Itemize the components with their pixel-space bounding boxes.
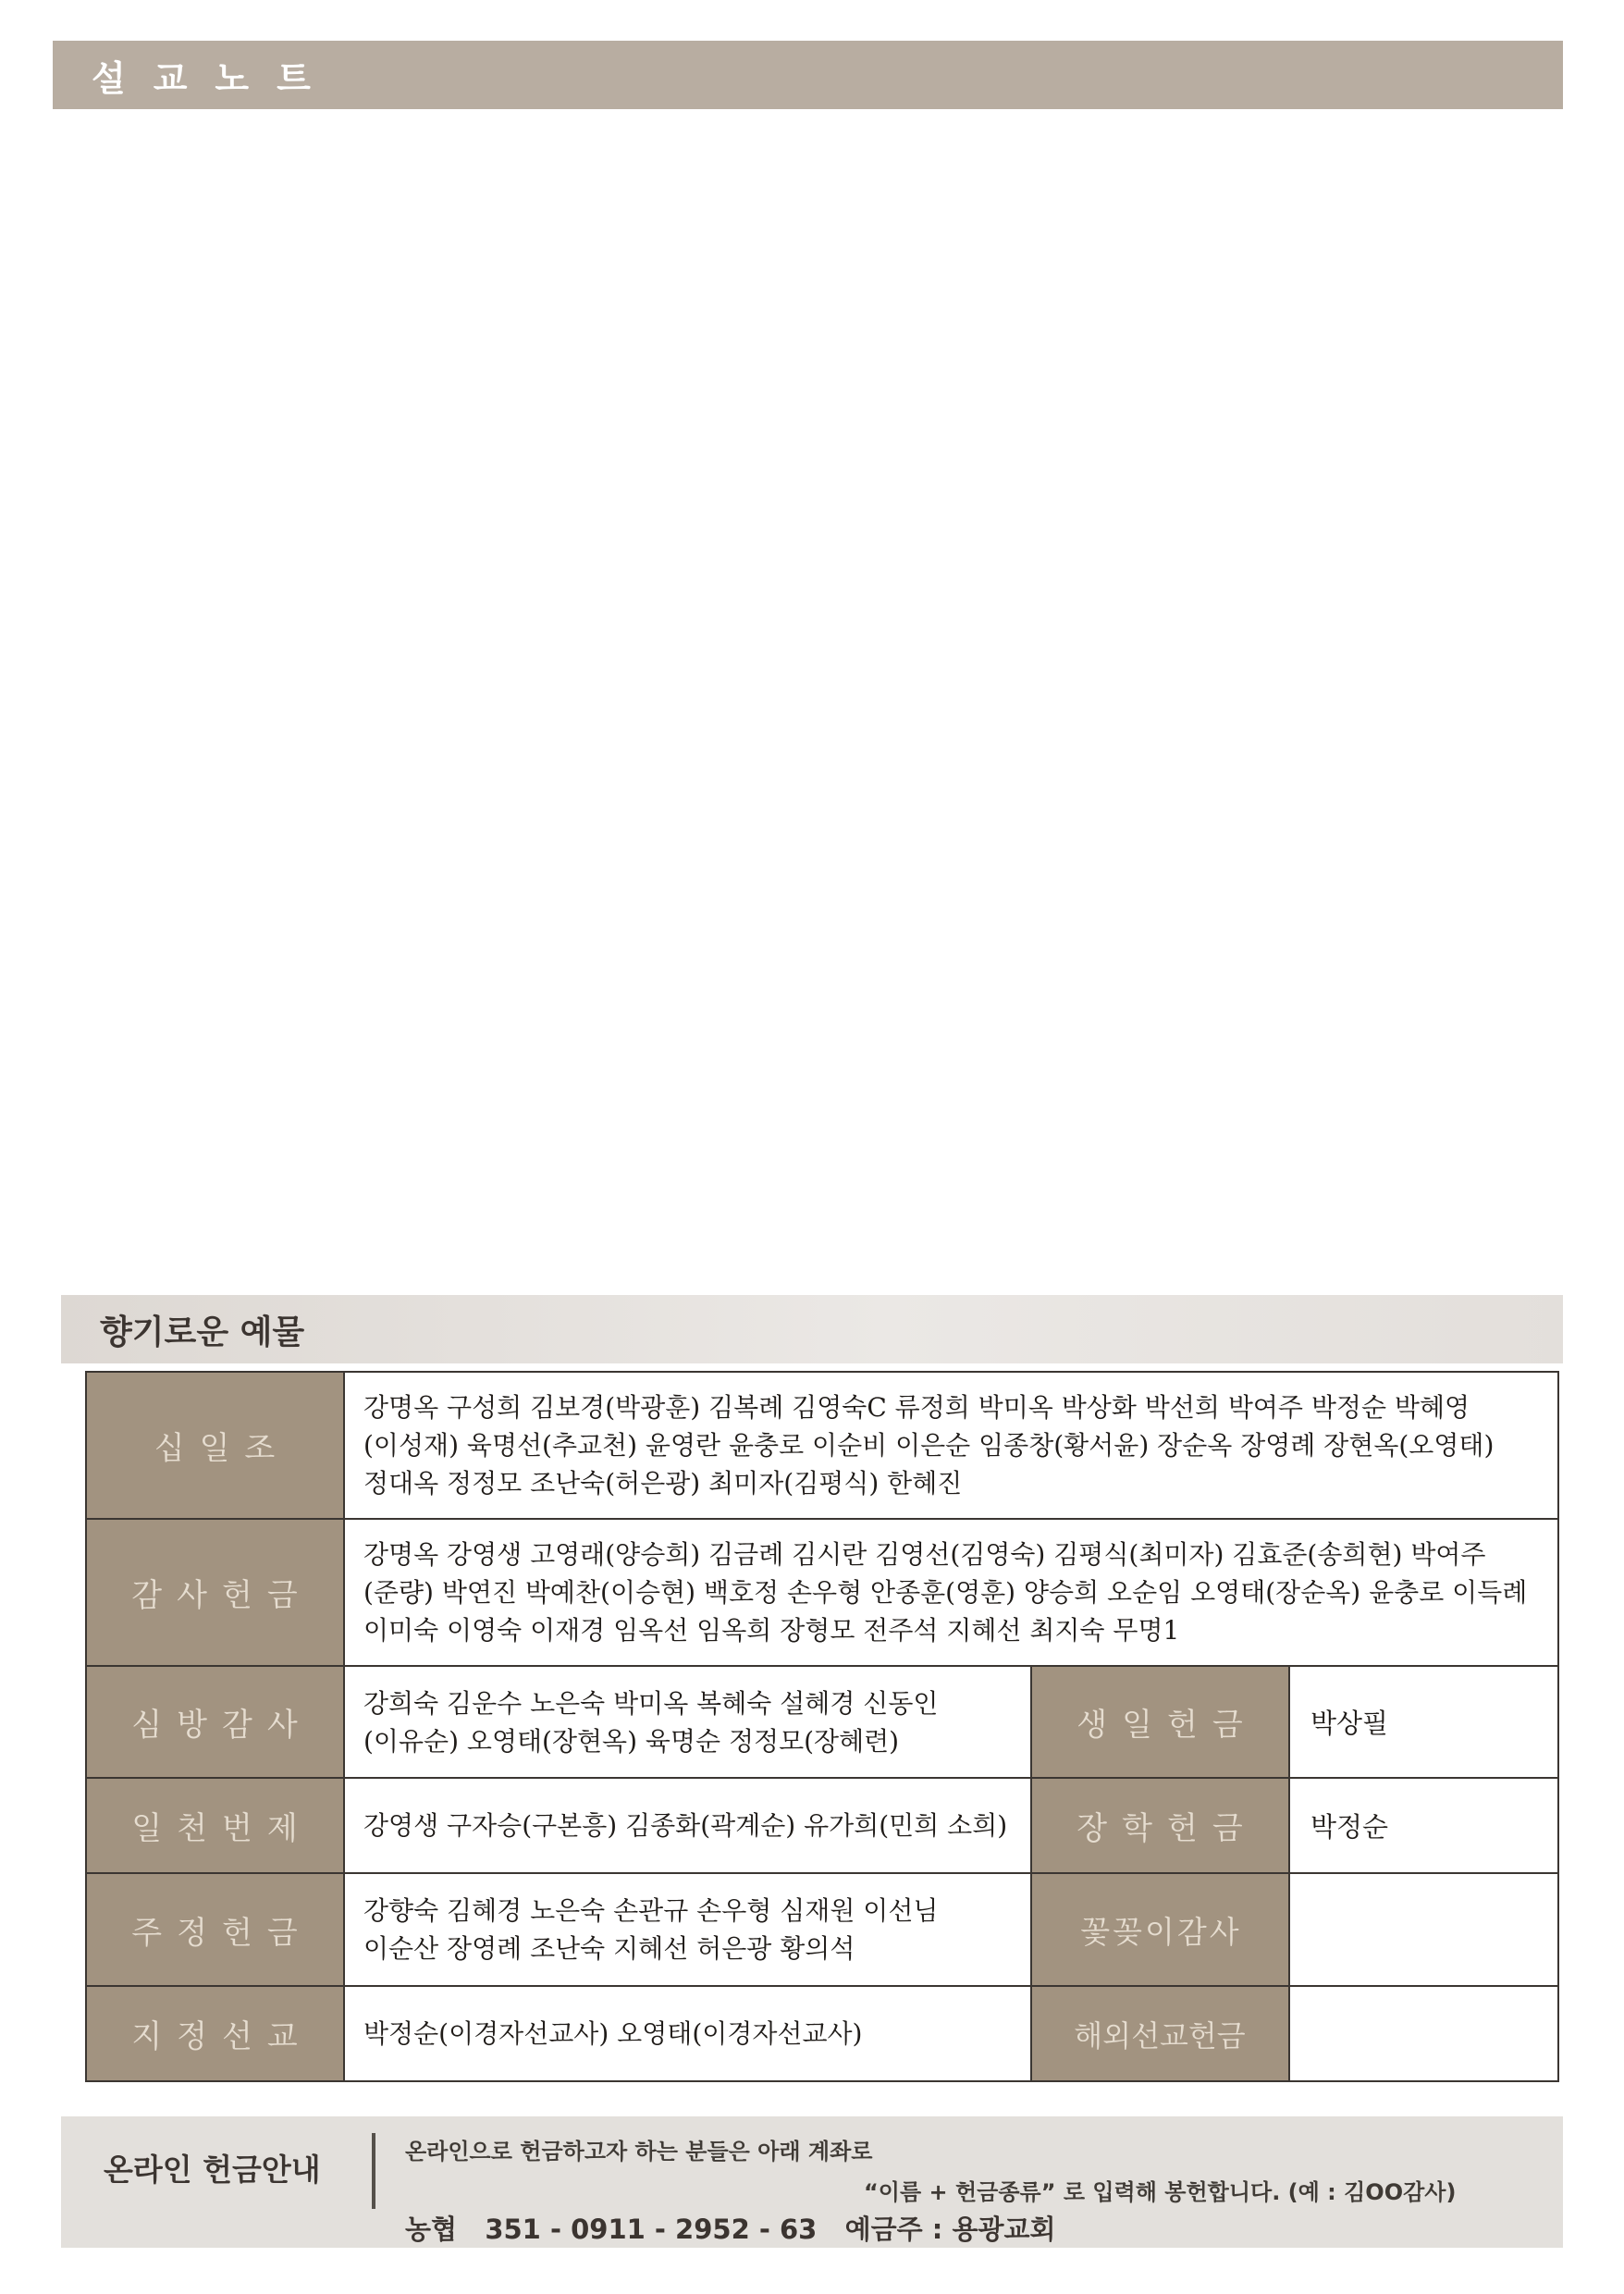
visit-label: 심방감사 [86,1666,344,1778]
table-row-onethousand [86,1778,1558,1873]
account-holder: 예금주 : 용광교회 [844,2214,1056,2245]
onethousand-label: 일천번제 [86,1778,344,1873]
tithe-label: 십일조 [86,1372,344,1519]
header-title: 설교노트 [92,57,338,99]
offering-table [85,1371,1559,2082]
table-row-visit [86,1666,1558,1778]
online-title: 온라인 헌금안내 [104,2152,321,2188]
visit-line-2: (이유순) 오영태(장현옥) 육명순 정정모(장혜련) [363,1725,900,1757]
birthday-label: 생일헌금 [1031,1666,1289,1778]
online-account [405,2209,1056,2247]
table-row-designated [86,1986,1558,2081]
tithe-line-3: 정대옥 정정모 조난숙(허은광) 최미자(김평식) 한혜진 [363,1468,963,1498]
sermon-note-header [53,41,1563,109]
overseas-label: 해외선교헌금 [1031,1986,1289,2081]
weekly-line-2: 이순산 장영례 조난숙 지혜선 허은광 황의석 [363,1933,855,1964]
account-number: 351 - 0911 - 2952 - 63 [485,2214,818,2245]
weekly-line-1: 강향숙 김혜경 노은숙 손관규 손우형 심재원 이선님 [363,1895,939,1926]
visit-line-1: 강희숙 김운수 노은숙 박미옥 복혜숙 설혜경 신동인 [363,1687,939,1719]
online-instruction-1: 온라인으로 헌금하고자 하는 분들은 아래 계좌로 [405,2139,873,2164]
weekly-label: 주정헌금 [86,1873,344,1986]
thanks-line-2: (준량) 박연진 박예찬(이승현) 백호정 손우형 안종훈(영훈) 양승희 오순임 오영태(장순옥) 윤충로 이득례 [363,1577,1528,1608]
flower-value [1289,1873,1558,1986]
designated-label: 지정선교 [86,1986,344,2081]
thanks-line-3: 이미숙 이영숙 이재경 임옥선 임옥희 장형모 전주석 지혜선 최지숙 무명1 [363,1615,1180,1646]
table-row-tithe [86,1372,1558,1519]
offering-title: 향기로운 예물 [100,1313,305,1351]
tithe-names [344,1372,1558,1519]
designated-value: 박정순(이경자선교사) 오영태(이경자선교사) [344,1986,1031,2081]
thanks-line-1: 강명옥 강영생 고영래(양승희) 김금례 김시란 김영선(김영숙) 김평식(최미자) 김효준(송희현) 박여주 [363,1539,1486,1570]
scholarship-value: 박정순 [1289,1778,1558,1873]
tithe-line-2: (이성재) 육명선(추교천) 윤영란 윤충로 이순비 이은순 임종창(황서윤) 장순옥 장영례 장현옥(오영태) [363,1430,1495,1461]
bank-name: 농협 [405,2214,458,2245]
offering-section-header [61,1295,1563,1363]
online-divider [372,2133,375,2209]
weekly-names [344,1873,1031,1986]
online-instruction-2: “이름 + 헌금종류” 로 입력해 봉헌합니다. (예 : 김OO감사) [864,2179,1457,2205]
visit-names [344,1666,1031,1778]
thanks-names [344,1519,1558,1666]
overseas-value [1289,1986,1558,2081]
birthday-value: 박상필 [1289,1666,1558,1778]
scholarship-label: 장학헌금 [1031,1778,1289,1873]
tithe-line-1: 강명옥 구성희 김보경(박광훈) 김복례 김영숙C 류정희 박미옥 박상화 박선희 박여주 박정순 박혜영 [363,1392,1470,1423]
thanks-label: 감사헌금 [86,1519,344,1666]
table-row-thanks [86,1519,1558,1666]
table-row-weekly [86,1873,1558,1986]
online-offering-info [61,2116,1563,2248]
onethousand-value: 강영생 구자승(구본흥) 김종화(곽계순) 유가희(민희 소희) [344,1778,1031,1873]
flower-label: 꽃꽂이감사 [1031,1873,1289,1986]
